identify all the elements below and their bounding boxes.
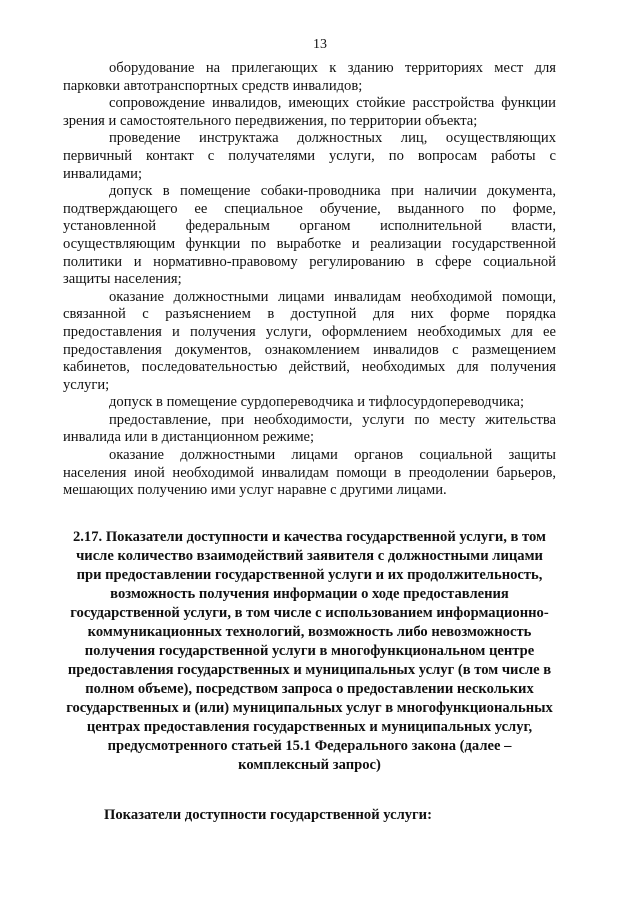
subheading: Показатели доступности государственной услуги: xyxy=(104,807,432,823)
paragraph: допуск в помещение сурдопереводчика и тифлосурдопереводчика; xyxy=(109,394,525,411)
paragraph: оказание должностными лицами инвалидам необходимой помощи, связанной с разъяснением в доступной для них форме порядка предоставления и получения услуги, оформлением необходимых для ее предоставления документов, ознакомлением инвалидов с размещением кабинетов, последовательностью действий, необходимых для получения услуги; xyxy=(63,288,556,393)
paragraph: сопровождение инвалидов, имеющих стойкие расстройства функции зрения и самостоятельного передвижения, по территории объекта; xyxy=(63,95,556,129)
paragraph: оборудование на прилегающих к зданию территориях мест для парковки автотранспортных средств инвалидов; xyxy=(63,60,556,94)
paragraph: проведение инструктажа должностных лиц, осуществляющих первичный контакт с получателями услуги, по вопросам работы с инвалидами; xyxy=(63,130,556,182)
paragraph: допуск в помещение собаки-проводника при наличии документа, подтверждающего ее специальное обучение, выданного по форме, установленной федеральным органом исполнительной власти, осуществляющим функции по выработке и реализации государственной политики и нормативно-правовому регулированию в сфере социальной защиты населения; xyxy=(63,183,556,288)
section-heading-text: 2.17. Показатели доступности и качества государственной услуги, в том числе количество взаимодействий заявителя с должностными лицами при предоставлении государственной услуги и их продолжительность, возможность получения информации о ходе предоставления государственной услуги, в том числе с использованием информационно-коммуникационных технологий, возможность либо невозможность получения государственной услуги в многофункциональном центре предоставления государственных и муниципальных услуг (в том числе в полном объеме), посредством запроса о предоставлении нескольких государственных и (или) муниципальных услуг в многофункциональных центрах предоставления государственных и муниципальных услуг, предусмотренного статьей 15.1 Федерального закона (далее – комплексный запрос) xyxy=(66,529,553,773)
section-heading xyxy=(63,528,556,775)
body-text xyxy=(63,60,556,500)
paragraph: предоставление, при необходимости, услуги по месту жительства инвалида или в дистанционном режиме; xyxy=(63,411,556,446)
paragraph: оказание должностными лицами органов социальной защиты населения иной необходимой инвалидам помощи в преодолении барьеров, мешающих получению ими услуг наравне с другими лицами. xyxy=(63,447,556,499)
page-number: 13 xyxy=(313,37,327,52)
